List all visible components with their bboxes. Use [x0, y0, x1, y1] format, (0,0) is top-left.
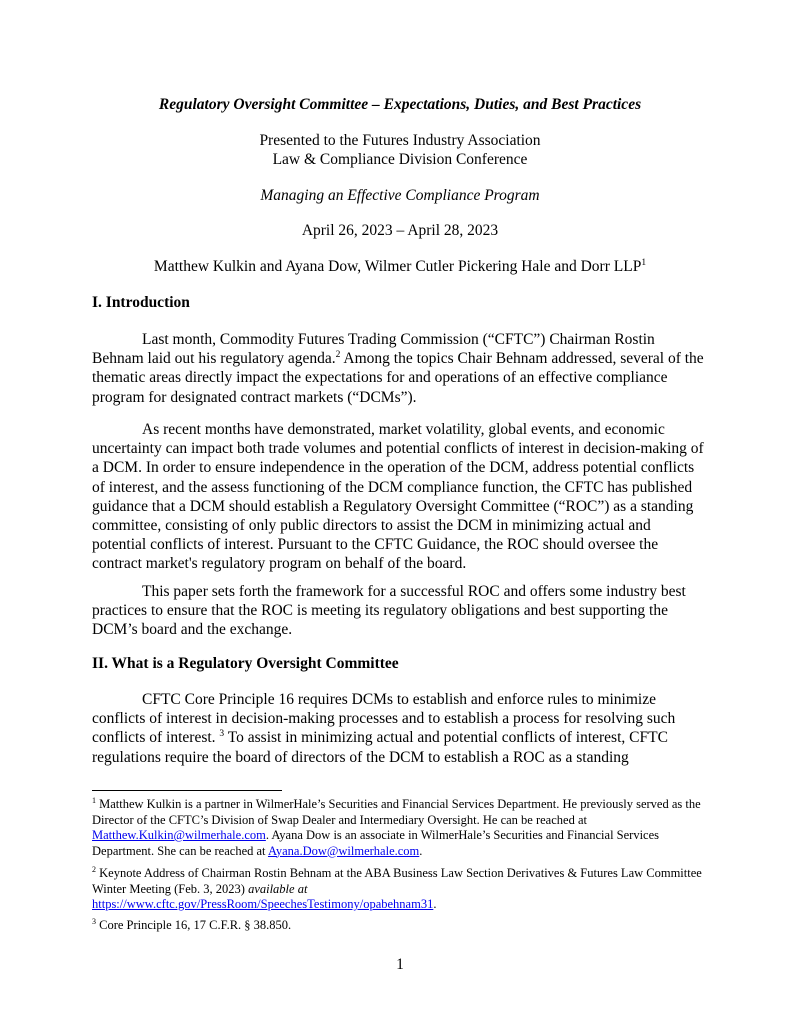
conference-dates: April 26, 2023 – April 28, 2023	[301, 222, 499, 239]
footnote-number: 1	[92, 795, 96, 805]
section-heading-roc: II. What is a Regulatory Oversight Committee	[92, 655, 399, 672]
authors-line	[90, 257, 710, 276]
footnote-2	[92, 866, 712, 913]
footnote-italic: available at	[248, 881, 308, 896]
page-number: 1	[396, 956, 404, 973]
footnote-text: .	[419, 843, 423, 858]
footnote-ref-3[interactable]: 3	[219, 729, 225, 740]
footnote-text: Matthew Kulkin is a partner in WilmerHale’s Securities and Financial Services Department. He previously served as the Director of the CFTC’s Division of Swap Dealer and Intermediary Oversight. He can be reached at	[92, 797, 701, 827]
email-link-kulkin[interactable]: Matthew.Kulkin@wilmerhale.com	[92, 828, 266, 842]
footnote-number: 2	[92, 864, 96, 874]
program-title: Managing an Effective Compliance Program	[260, 187, 540, 204]
email-link-dow[interactable]: Ayana.Dow@wilmerhale.com	[267, 843, 420, 858]
paragraph-text: To assist in minimizing actual and potential conflicts of interest, CFTC regulations require the board of directors of the DCM to establish a ROC as a standing	[92, 729, 668, 766]
document-title: Regulatory Oversight Committee – Expectations, Duties, and Best Practices	[158, 96, 642, 113]
footnote-ref-1[interactable]: 1	[641, 257, 647, 268]
paragraph-text: Last month, Commodity Futures Trading Commission (“CFTC”) Chairman Rostin Behnam laid out his regulatory agenda.	[92, 331, 655, 368]
paragraph-roc-1	[92, 690, 704, 767]
footnote-text: Keynote Address of Chairman Rostin Behnam at the ABA Business Law Section Derivatives & Futures Law Committee Winter Meeting (Feb. 3, 2023)	[92, 866, 702, 896]
paragraph-text: CFTC Core Principle 16 requires DCMs to establish and enforce rules to minimize conflicts of interest in decision-making processes and to establish a process for resolving such conflicts of interest.	[92, 691, 676, 747]
footnote-3	[92, 918, 712, 934]
presented-line-2: Law & Compliance Division Conference	[272, 151, 528, 168]
footnote-separator	[92, 790, 282, 791]
cftc-speech-link[interactable]: https://www.cftc.gov/PressRoom/SpeechesTestimony/opabehnam31	[92, 897, 434, 911]
section-heading-introduction: I. Introduction	[92, 294, 190, 311]
footnote-text: .	[433, 897, 437, 911]
paragraph-text: Among the topics Chair Behnam addressed, several of the thematic areas directly impact the expectations for and operations of an effective compliance program for designated contract markets (“DCMs”).	[92, 350, 704, 406]
presented-line-1: Presented to the Futures Industry Association	[259, 132, 541, 149]
presented-to	[90, 131, 710, 169]
footnote-text: . Ayana Dow is an associate in WilmerHale’s Securities and Financial Services Department. She can be reached at	[92, 828, 660, 858]
footnote-text: Core Principle 16, 17 C.F.R. § 38.850.	[96, 918, 292, 932]
paragraph-intro-2: As recent months have demonstrated, market volatility, global events, and economic uncertainty can impact both trade volumes and potential conflicts of interest in decision-making of a DCM. In order to ensure independence in the operation of the DCM, address potential conflicts of interest, and the assess functioning of the DCM compliance function, the CFTC has published guidance that a DCM should establish a Regulatory Oversight Committee (“ROC”) as a standing committee, consisting of only public directors to assist the DCM in minimizing actual and potential conflicts of interest. Pursuant to the CFTC Guidance, the ROC should oversee the contract market's regulatory program on behalf of the board.	[92, 421, 704, 573]
footnote-number: 3	[92, 916, 96, 926]
authors-text: Matthew Kulkin and Ayana Dow, Wilmer Cutler Pickering Hale and Dorr LLP	[153, 258, 642, 275]
paragraph-intro-3: This paper sets forth the framework for a successful ROC and offers some industry best practices to ensure that the ROC is meeting its regulatory obligations and best supporting the DCM’s board and the exchange.	[92, 583, 686, 639]
footnote-ref-2[interactable]: 2	[335, 350, 341, 361]
footnote-1	[92, 797, 712, 859]
paragraph-intro-1	[92, 330, 704, 407]
